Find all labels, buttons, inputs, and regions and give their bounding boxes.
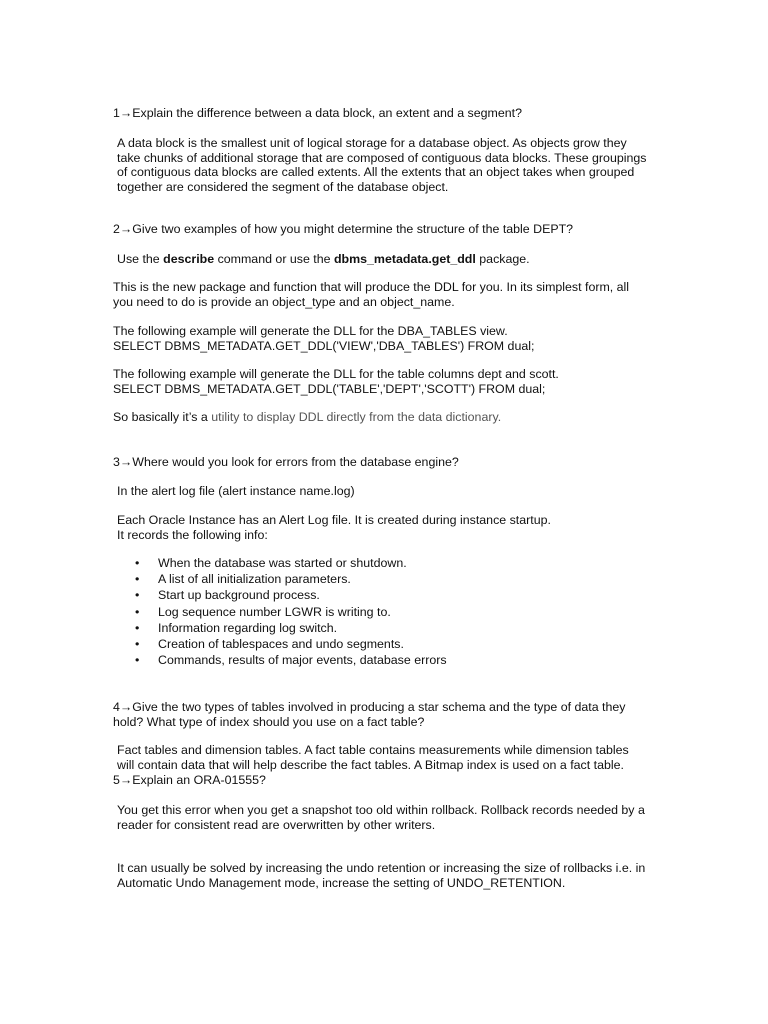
answer-3-paragraph: Each Oracle Instance has an Alert Log file. It is created during instance startup. It records the following info: (117, 513, 551, 542)
bullet-icon: • (135, 556, 140, 570)
answer-5-paragraph-1: You get this error when you get a snapshot too old within rollback. Rollback records needed by a reader for consistent read are overwritten by other writers. (117, 803, 645, 832)
question-3: 3→Where would you look for errors from the database engine? (113, 455, 459, 469)
list-item: • A list of all initialization parameters. (135, 572, 351, 587)
question-4: 4→Give the two types of tables involved in producing a star schema and the type of data they hold? What type of index should you use on a fact table? (113, 700, 626, 729)
answer-1: A data block is the smallest unit of logical storage for a database object. As objects grow they take chunks of additional storage that are composed of contiguous data blocks. These groupings of contiguous data blocks are called extents. All the extents that an object takes when grouped together are considered the segment of the database object. (117, 136, 647, 194)
list-item: • Creation of tablespaces and undo segments. (135, 636, 404, 651)
answer-2-example-2: The following example will generate the DLL for the table columns dept and scott. SELECT DBMS_METADATA.GET_DDL('TABLE','DEPT','SCOTT') FROM dual; (113, 367, 559, 396)
answer-5-paragraph-2: It can usually be solved by increasing the undo retention or increasing the size of rollbacks i.e. in Automatic Undo Management mode, increase the setting of UNDO_RETENTION. (117, 861, 646, 890)
bullet-icon: • (135, 572, 140, 587)
bullet-icon: • (135, 620, 140, 635)
answer-3: In the alert log file (alert instance name.log) (117, 484, 355, 498)
answer-2-use: Use the describe command or use the dbms_metadata.get_ddl package. (117, 252, 530, 266)
package-name: dbms_metadata.get_ddl (333, 252, 476, 266)
answer-2-paragraph-1: This is the new package and function that will produce the DDL for you. In its simplest form, all you need to do is provide an object_type and an object_name. (113, 280, 630, 309)
answer-2-summary: So basically it’s a utility to display DDL directly from the data dictionary. (113, 410, 502, 424)
alert-log-info-list (113, 555, 447, 668)
list-item: • Commands, results of major events, database errors (135, 653, 447, 668)
answer-2-example-1: The following example will generate the DLL for the DBA_TABLES view. SELECT DBMS_METADATA.GET_DDL('VIEW','DBA_TABLES') FROM dual; (113, 324, 535, 353)
list-item: • When the database was started or shutdown. (135, 556, 407, 570)
list-item: • Start up background process. (135, 588, 320, 603)
answer-4: Fact tables and dimension tables. A fact table contains measurements while dimension tables will contain data that will help describe the fact tables. A Bitmap index is used on a fact table. (117, 743, 629, 772)
describe-keyword: describe (163, 252, 215, 266)
list-item: • Information regarding log switch. (135, 620, 338, 635)
bullet-icon: • (135, 653, 140, 668)
question-5: 5→Explain an ORA-01555? (113, 773, 266, 787)
question-1: 1→Explain the difference between a data block, an extent and a segment? (113, 106, 522, 120)
bullet-icon: • (135, 588, 140, 603)
bullet-icon: • (135, 636, 140, 651)
list-item: • Log sequence number LGWR is writing to. (135, 604, 391, 619)
question-2: 2→Give two examples of how you might determine the structure of the table DEPT? (113, 222, 574, 236)
bullet-icon: • (135, 604, 140, 619)
